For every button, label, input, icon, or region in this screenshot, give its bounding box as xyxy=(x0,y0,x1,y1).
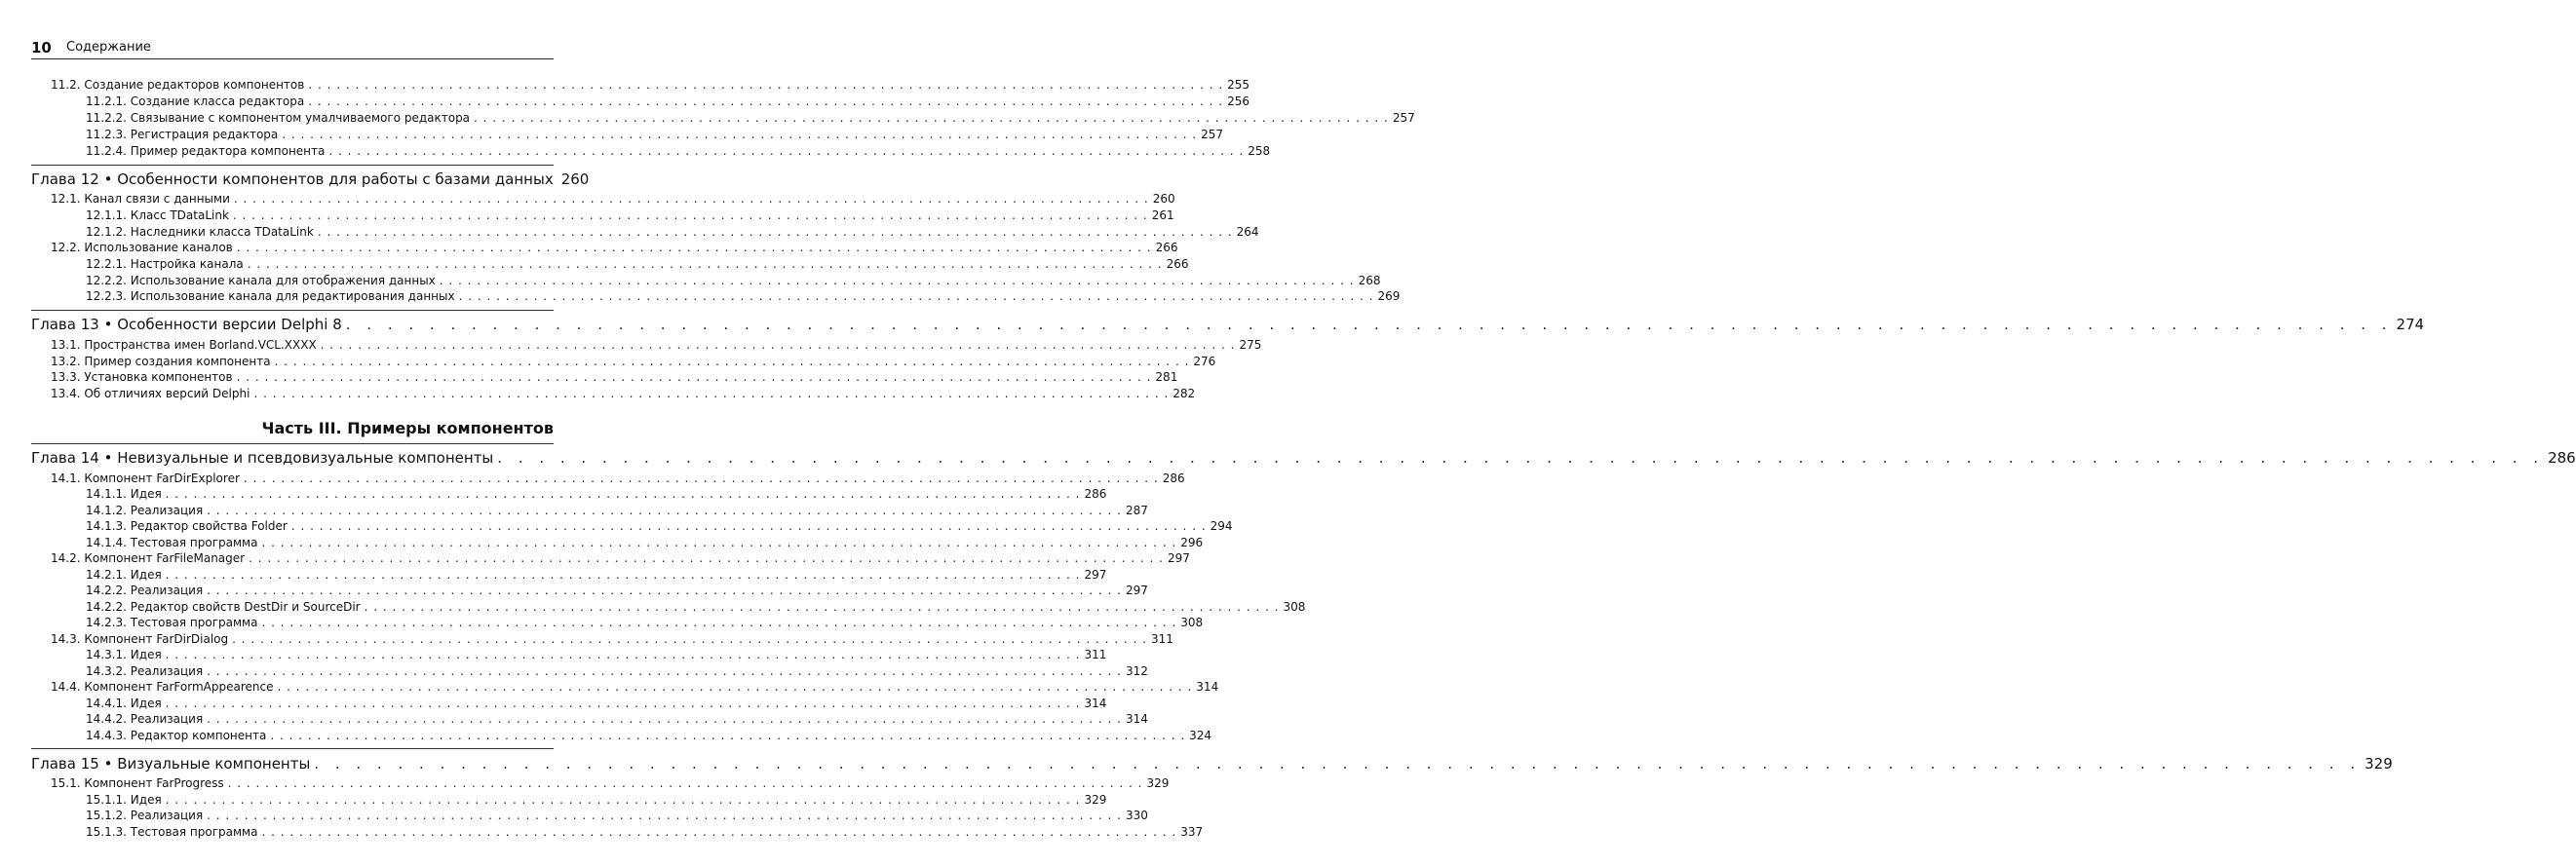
toc-entry: 15.1. Компонент FarProgress . . . 329 xyxy=(51,776,554,792)
toc-chapter: Глава 14 • Невизуальные и псевдовизуальные компоненты . . . 286 xyxy=(31,449,554,469)
toc-entry: 12.1.2. Наследники класса TDataLink . . . 264 xyxy=(86,225,554,241)
toc-entry: 15.1.3. Тестовая программа . . . 337 xyxy=(86,825,554,841)
page-number: 10 xyxy=(31,39,52,57)
toc-entry: 15.1.2. Реализация . . . 330 xyxy=(86,809,554,824)
header-rule xyxy=(31,58,554,59)
toc-entry: 14.1.4. Тестовая программа . . . 296 xyxy=(86,536,554,551)
toc-chapter: Глава 13 • Особенности версии Delphi 8 . . . 274 xyxy=(31,316,554,335)
toc-chapter: Глава 12 • Особенности компонентов для работы с базами данных 260 xyxy=(31,170,590,188)
toc-entry: 14.3. Компонент FarDirDialog . . . 311 xyxy=(51,632,554,648)
part-heading: Часть III. Примеры компонентов xyxy=(261,419,554,437)
toc-entry: 14.2.3. Тестовая программа . . . 308 xyxy=(86,616,554,631)
toc-entry: 14.1.2. Реализация . . . 287 xyxy=(86,504,554,519)
toc-entry: 11.2.2. Связывание с компонентом умалчиваемого редактора . . . 257 xyxy=(86,111,554,127)
toc-entry: 12.2.2. Использование канала для отображения данных . . . 268 xyxy=(86,274,554,289)
toc-entry: 11.2.3. Регистрация редактора . . . 257 xyxy=(86,128,554,143)
toc-entry: 12.2. Использование каналов . . . 266 xyxy=(51,241,554,256)
chapter-separator xyxy=(31,748,554,749)
toc-entry: 14.4.3. Редактор компонента . . . 324 xyxy=(86,729,554,744)
toc-entry: 14.1.1. Идея . . . 286 xyxy=(86,487,554,503)
toc-entry: 11.2.1. Создание класса редактора . . . 256 xyxy=(86,94,554,110)
toc-entry: 14.1.3. Редактор свойства Folder . . . 294 xyxy=(86,519,554,535)
page-header xyxy=(31,39,557,57)
toc-entry: 12.2.3. Использование канала для редактирования данных . . . 269 xyxy=(86,289,554,305)
toc-entry: 13.4. Об отличиях версий Delphi . . . 282 xyxy=(51,387,554,402)
chapter-separator xyxy=(31,310,554,311)
toc-entry: 11.2. Создание редакторов компонентов . . . 255 xyxy=(51,78,554,94)
toc-entry: 14.2.2. Редактор свойств DestDir и SourceDir . . . 308 xyxy=(86,600,554,616)
toc-entry: 15.1.1. Идея . . . 329 xyxy=(86,793,554,809)
toc-chapter: Глава 15 • Визуальные компоненты . . . 329 xyxy=(31,755,554,774)
toc-entry: 14.1. Компонент FarDirExplorer . . . 286 xyxy=(51,471,554,487)
toc-entry: 12.1. Канал связи с данными . . . 260 xyxy=(51,192,554,207)
toc-entry: 14.4.1. Идея . . . 314 xyxy=(86,697,554,712)
toc-entry: 13.3. Установка компонентов . . . 281 xyxy=(51,370,554,386)
toc-entry: 14.2.2. Реализация . . . 297 xyxy=(86,584,554,599)
toc-entry: 14.4.2. Реализация . . . 314 xyxy=(86,712,554,728)
toc-entry: 14.2. Компонент FarFileManager . . . 297 xyxy=(51,551,554,567)
toc-entry: 14.3.2. Реализация . . . 312 xyxy=(86,664,554,680)
running-title: Содержание xyxy=(66,40,151,55)
toc-entry: 13.2. Пример создания компонента . . . 276 xyxy=(51,355,554,370)
chapter-separator xyxy=(31,443,554,444)
toc-entry: 12.1.1. Класс TDataLink . . . 261 xyxy=(86,208,554,224)
toc-entry: 14.2.1. Идея . . . 297 xyxy=(86,568,554,584)
chapter-separator xyxy=(31,165,554,166)
toc-entry: 11.2.4. Пример редактора компонента . . . 258 xyxy=(86,144,554,160)
toc-entry: 14.4. Компонент FarFormAppearence . . . 314 xyxy=(51,680,554,696)
toc-entry: 13.1. Пространства имен Borland.VCL.XXXX . . . 275 xyxy=(51,338,554,354)
toc-entry: 14.3.1. Идея . . . 311 xyxy=(86,648,554,663)
toc-entry: 12.2.1. Настройка канала . . . 266 xyxy=(86,257,554,273)
